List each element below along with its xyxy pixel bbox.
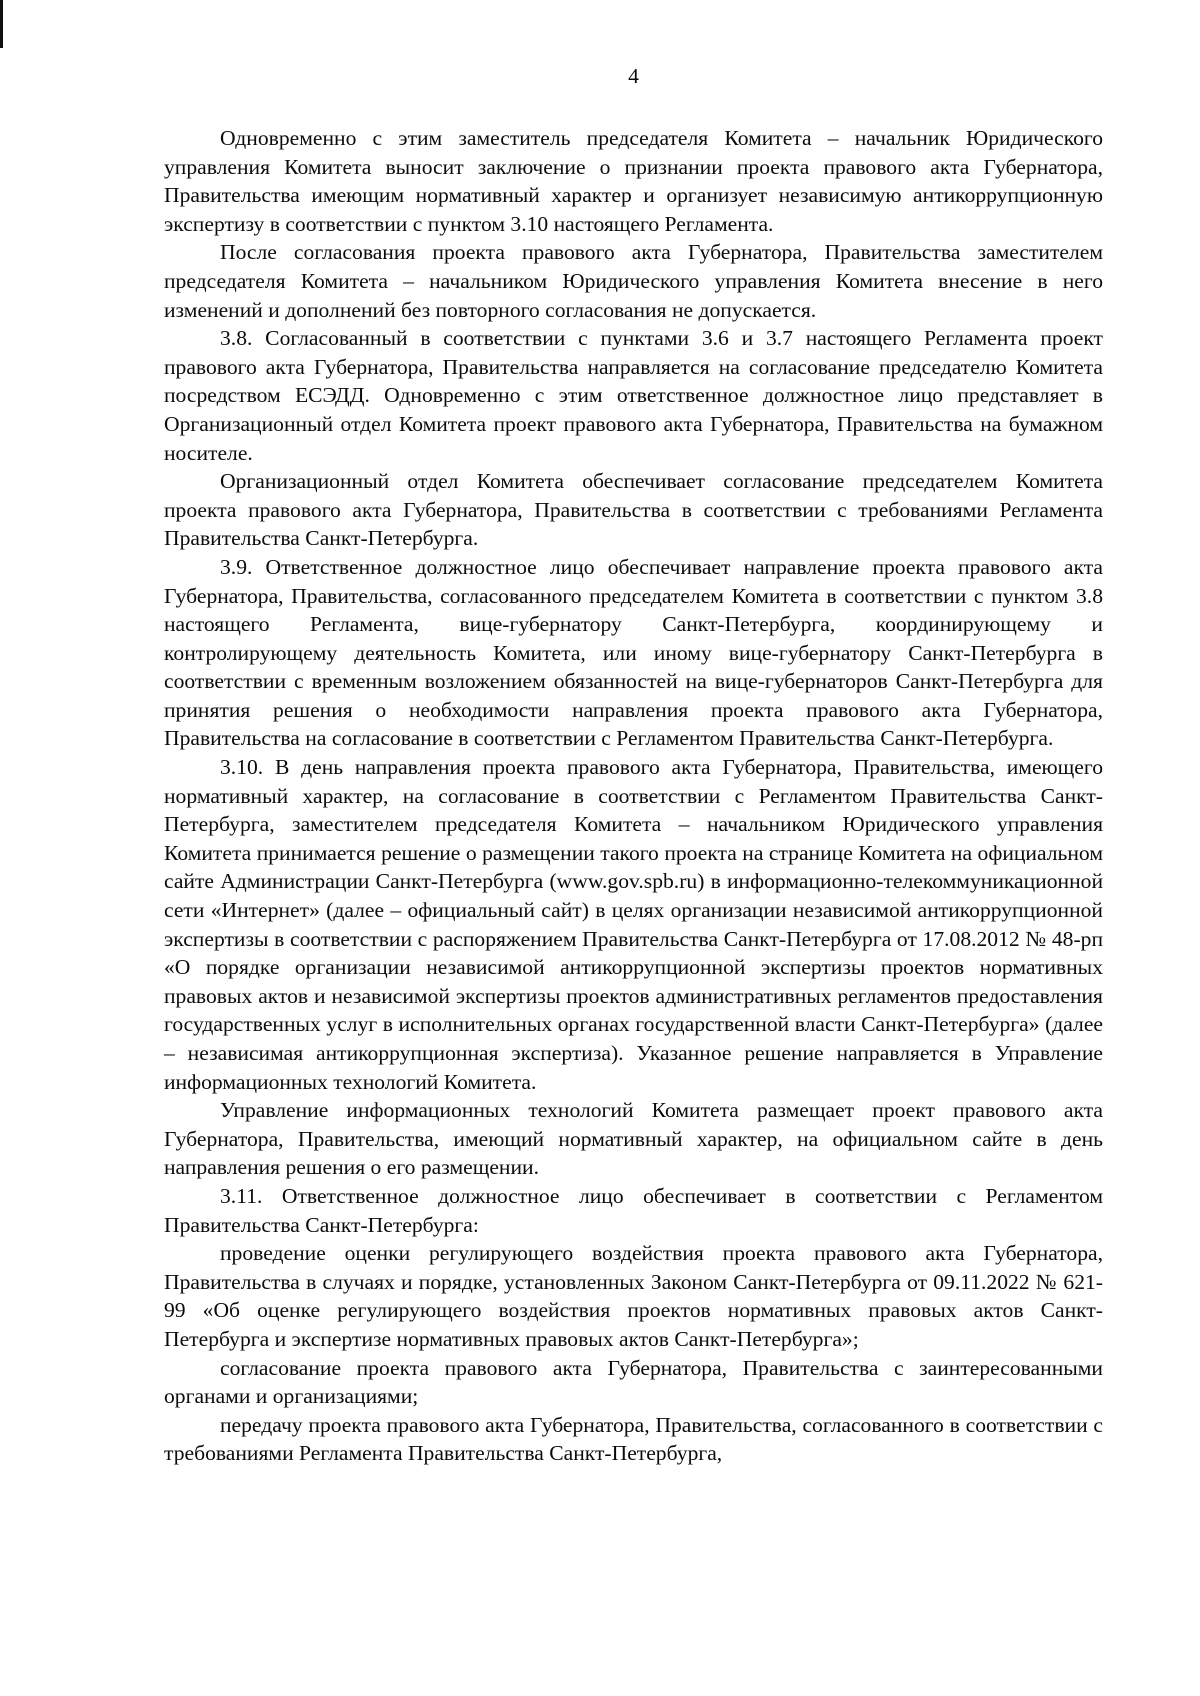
paragraph-3-11: 3.11. Ответственное должностное лицо обеспечивает в соответствии с Регламентом Правительства Санкт-Петербурга: xyxy=(164,1183,1103,1237)
paragraph-it-department: Управление информационных технологий Комитета размещает проект правового акта Губернатора, Правительства, имеющий нормативный характер, на официальном сайте в день направления решения о его размещении. xyxy=(164,1098,1103,1180)
paragraph-3-9: 3.9. Ответственное должностное лицо обеспечивает направление проекта правового акта Губернатора, Правительства, согласованного председателем Комитета в соответствии с пунктом 3.8 настоящего Регламента, вице-губернатору Санкт-Петербурга, координирующему и контролирующему деятельность Комитета, или иному вице-губернатору Санкт-Петербурга в соответствии с временным возложением обязанностей на вице-губернаторов Санкт-Петербурга для принятия решения о необходимости направления проекта правового акта Губернатора, Правительства на согласование в соответствии с Регламентом Правительства Санкт-Петербурга. xyxy=(164,554,1103,751)
paragraph-organizational-department: Организационный отдел Комитета обеспечивает согласование председателем Комитета проекта правового акта Губернатора, Правительства в соответствии с требованиями Регламента Правительства Санкт-Петербурга. xyxy=(164,469,1103,551)
list-item-transfer: передачу проекта правового акта Губернатора, Правительства, согласованного в соответствии с требованиями Регламента Правительства Санкт-Петербурга, xyxy=(164,1412,1103,1466)
paragraph-no-changes: После согласования проекта правового акта Губернатора, Правительства заместителем председателя Комитета – начальником Юридического управления Комитета внесение в него изменений и дополнений без повторного согласования не допускается. xyxy=(164,240,1103,322)
paragraph-3-10: 3.10. В день направления проекта правового акта Губернатора, Правительства, имеющего нормативный характер, на согласование в соответствии с Регламентом Правительства Санкт-Петербурга, заместителем председателя Комитета – начальником Юридического управления Комитета принимается решение о размещении такого проекта на странице Комитета на официальном сайте Администрации Санкт-Петербурга (www.gov.spb.ru) в информационно-телекоммуникационной сети «Интернет» (далее – официальный сайт) в целях организации независимой антикоррупционной экспертизы в соответствии с распоряжением Правительства Санкт-Петербурга от 17.08.2012 № 48-рп «О порядке организации независимой антикоррупционной экспертизы проектов нормативных правовых актов и независимой экспертизы проектов административных регламентов предоставления государственных услуг в исполнительных органах государственной власти Санкт-Петербурга» (далее – независимая антикоррупционная экспертиза). Указанное решение направляется в Управление информационных технологий Комитета. xyxy=(164,755,1103,1094)
paragraph-3-8: 3.8. Согласованный в соответствии с пунктами 3.6 и 3.7 настоящего Регламента проект правового акта Губернатора, Правительства направляется на согласование председателю Комитета посредством ЕСЭДД. Одновременно с этим ответственное должностное лицо представляет в Организационный отдел Комитета проект правового акта Губернатора, Правительства на бумажном носителе. xyxy=(164,326,1103,465)
paragraph-legal-conclusion: Одновременно с этим заместитель председателя Комитета – начальник Юридического управления Комитета выносит заключение о признании проекта правового акта Губернатора, Правительства имеющим нормативный характер и организует независимую антикоррупционную экспертизу в соответствии с пунктом 3.10 настоящего Регламента. xyxy=(164,126,1103,236)
list-item-coordination: согласование проекта правового акта Губернатора, Правительства с заинтересованными органами и организациями; xyxy=(164,1355,1103,1409)
list-item-regulatory-assessment: проведение оценки регулирующего воздействия проекта правового акта Губернатора, Правительства в случаях и порядке, установленных Законом Санкт-Петербурга от 09.11.2022 № 621-99 «Об оценке регулирующего воздействия проектов нормативных правовых актов Санкт-Петербурга и экспертизе нормативных правовых актов Санкт-Петербурга»; xyxy=(164,1241,1103,1351)
page-number: 4 xyxy=(628,64,639,88)
